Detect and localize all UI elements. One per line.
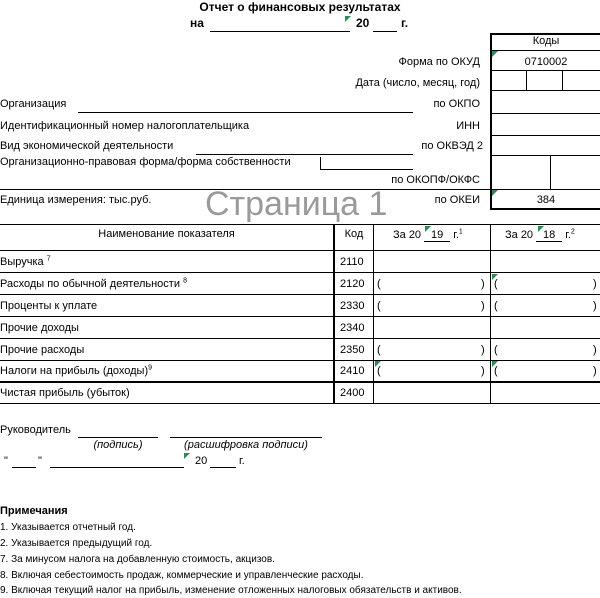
row-code: 2110 [340,256,364,268]
paren-open: ( [377,278,381,290]
decode-field[interactable] [170,437,322,438]
note-item: 2. Указывается предыдущий год. [0,538,153,549]
codes-title: Коды [532,35,560,47]
col-period2-header: За 20 18 г.$^2$ [505,228,575,241]
paren-close: ) [481,365,485,377]
row-code: 2330 [340,300,365,312]
month-field[interactable] [50,467,184,468]
title-on: на [190,16,204,30]
sign-year-prefix: 20 [195,455,208,467]
col-name-header: Наименование показателя [98,228,235,240]
col-code-header: Код [344,228,364,240]
date-label: Дата (число, месяц, год) [355,77,480,89]
notes-title: Примечания [0,505,68,517]
organization-field[interactable] [78,112,413,113]
year-line[interactable] [373,31,397,32]
okopf-label: по ОКОПФ/ОКФС [391,174,480,186]
note-item: 7. За минусом налога на добавленную стоимость, акцизов. [0,554,275,565]
row-name: Прочие расходы [0,344,85,356]
legal-form-label: Организационно-правовая форма/форма собственности [0,156,291,168]
row-name: Прочие доходы [0,322,79,334]
sign-caption: (подпись) [93,439,143,451]
note-item: 8. Включая себестоимость продаж, коммерческие и управленческие расходы. [0,570,364,581]
inn-label: ИНН [456,120,480,132]
legal-form-field[interactable] [320,169,413,170]
paren-close: ) [593,278,597,290]
paren-close: ) [593,300,597,312]
paren-close: ) [481,300,485,312]
unit-label: Единица измерения: тыс.руб. [0,194,152,206]
paren-close: ) [593,365,597,377]
page-watermark: Страница 1 [205,185,388,223]
day-field[interactable] [12,467,36,468]
row-code: 2400 [340,387,365,399]
paren-open: ( [377,344,381,356]
title-year-prefix: 20 [356,16,370,30]
paren-open: ( [494,344,498,356]
comment-marker-icon [184,453,190,459]
sign-year-suffix: г. [239,455,245,467]
comment-marker-icon [345,16,351,22]
col-period1-header: За 20 19 г.$^1$ [393,228,463,241]
okpo-label: по ОКПО [433,98,480,110]
date-line[interactable] [210,31,350,32]
activity-label: Вид экономической деятельности [0,140,174,152]
decode-caption: (расшифровка подписи) [184,439,308,451]
inn-full-label: Идентификационный номер налогоплательщика [0,120,250,132]
sign-year-field[interactable] [210,467,236,468]
note-item: 1. Указывается отчетный год. [0,522,136,533]
paren-open: ( [494,300,498,312]
note-item: 9. Включая текущий налог на прибыль, изменение отложенных налоговых обязательств и активов. [0,585,462,596]
okud-value: 0710002 [524,56,568,68]
comment-marker-icon [492,274,498,280]
paren-open: ( [494,365,498,377]
activity-field[interactable] [196,154,413,155]
row-name: Чистая прибыль (убыток) [0,387,130,399]
okei-value: 384 [536,194,556,206]
comment-marker-icon [425,226,431,232]
row-name: Расходы по обычной деятельности $^8$ [0,277,187,290]
paren-close: ) [593,344,597,356]
paren-close: ) [481,278,485,290]
row-code: 2350 [340,344,365,356]
page-title: Отчет о финансовых результатах [199,0,401,14]
row-code: 2340 [340,322,365,334]
paren-open: ( [494,278,498,290]
row-code: 2120 [340,278,365,290]
row-name: Выручка $^7$ [0,255,51,268]
row-name: Налоги на прибыль (доходы)$^9$ [0,364,153,377]
comment-marker-icon [538,226,544,232]
paren-open: ( [377,300,381,312]
paren-open: ( [377,365,381,377]
quote-open: " [4,455,8,467]
okei-label: по ОКЕИ [434,194,480,206]
head-label: Руководитель [0,424,71,436]
organization-label: Организация [0,98,67,110]
quote-close: " [38,455,42,467]
signature-field[interactable] [78,437,158,438]
comment-marker-icon [492,361,498,367]
row-name: Проценты к уплате [0,300,98,312]
title-year-suffix: г. [401,16,409,30]
paren-close: ) [481,344,485,356]
okud-label: Форма по ОКУД [398,56,480,68]
row-code: 2410 [340,365,365,377]
okved-label: по ОКВЭД 2 [421,140,483,152]
comment-marker-icon [375,361,381,367]
